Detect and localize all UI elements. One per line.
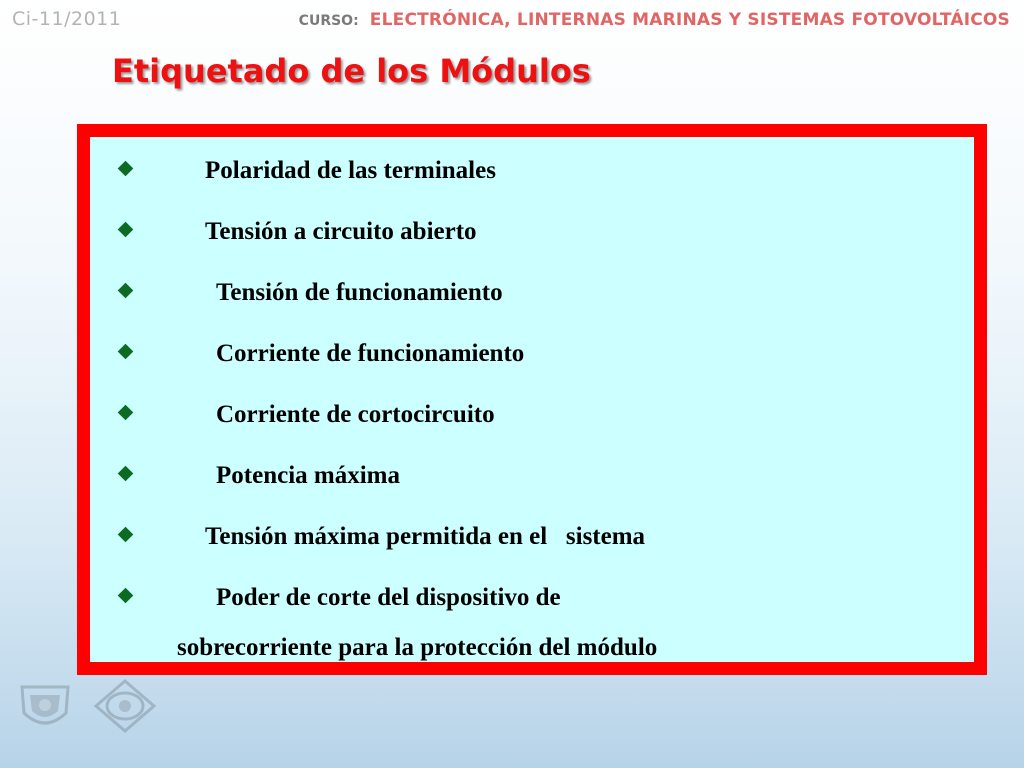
diamond-icon <box>118 588 134 604</box>
engineering-logo-icon <box>92 678 158 734</box>
diamond-icon <box>118 222 134 238</box>
content-box <box>77 124 987 675</box>
bullet-text: Tensión a circuito abierto <box>205 218 477 245</box>
course-label: CURSO: <box>298 13 359 29</box>
diamond-icon <box>118 344 134 360</box>
slide-title: Etiquetado de los Módulos <box>112 52 591 90</box>
bullet-text: Poder de corte del dispositivo de <box>216 584 561 611</box>
bullet-text: Potencia máxima <box>216 462 400 489</box>
bullet-text: Tensión máxima permitida en el sistema <box>205 523 646 550</box>
unam-shield-icon <box>16 683 74 733</box>
diamond-icon <box>118 466 134 482</box>
course-line <box>299 10 1010 30</box>
bullet-text: Polaridad de las terminales <box>205 157 496 184</box>
diamond-icon <box>118 527 134 543</box>
bullet-text: Corriente de funcionamiento <box>216 340 525 367</box>
diamond-icon <box>118 161 134 177</box>
header-code: Ci-11/2011 <box>12 8 122 30</box>
diamond-icon <box>118 405 134 421</box>
diamond-icon <box>118 283 134 299</box>
bullet-text: Corriente de cortocircuito <box>216 401 495 428</box>
bullet-text: Tensión de funcionamiento <box>216 279 503 306</box>
bullet-text-continuation: sobrecorriente para la protección del módulo <box>177 634 658 661</box>
course-title: ELECTRÓNICA, LINTERNAS MARINAS Y SISTEMAS FOTOVOLTÁICOS <box>369 10 1010 30</box>
